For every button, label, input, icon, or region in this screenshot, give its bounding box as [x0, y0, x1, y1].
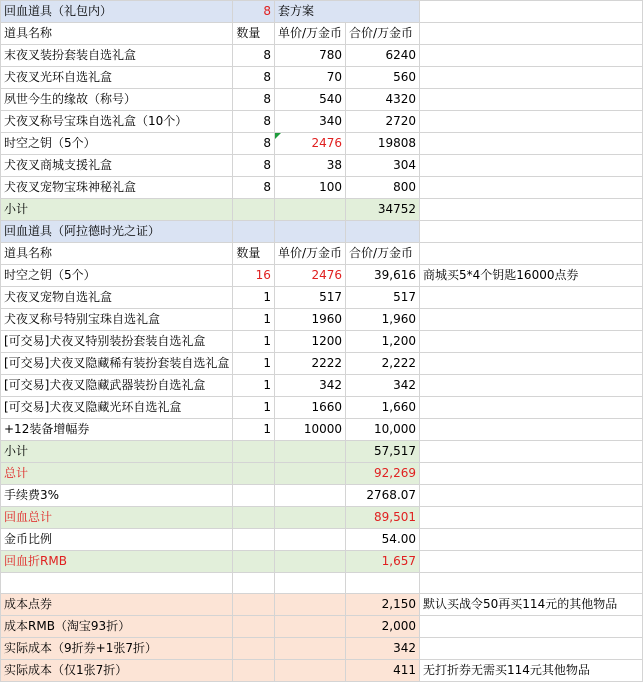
item-total[interactable]: 1,960 — [346, 309, 420, 331]
cost-rmb-row — [1, 616, 643, 638]
empty-cell[interactable] — [420, 177, 643, 199]
empty-cell[interactable] — [233, 485, 275, 507]
item-total[interactable]: 1,200 — [346, 331, 420, 353]
return-rmb-label[interactable]: 回血折RMB — [1, 551, 233, 573]
item-name[interactable]: +12装备增幅券 — [1, 419, 233, 441]
item-total[interactable]: 19808 — [346, 133, 420, 155]
empty-cell[interactable] — [420, 89, 643, 111]
item-qty[interactable]: 1 — [233, 419, 275, 441]
cost-points-label[interactable]: 成本点券 — [1, 594, 233, 616]
table-row — [1, 89, 643, 111]
table-row — [1, 287, 643, 309]
item-total[interactable]: 1,660 — [346, 397, 420, 419]
table-row — [1, 265, 643, 287]
actual-cost2-row — [1, 660, 643, 682]
item-price[interactable]: 1660 — [274, 397, 345, 419]
item-price[interactable]: 342 — [274, 375, 345, 397]
return-rmb-value[interactable]: 1,657 — [346, 551, 420, 573]
item-qty[interactable]: 8 — [233, 177, 275, 199]
fee-value[interactable]: 2768.07 — [346, 485, 420, 507]
empty-cell[interactable] — [233, 660, 275, 682]
grand-total-label[interactable]: 总计 — [1, 463, 233, 485]
cost-points-row — [1, 594, 643, 616]
col-header-qty[interactable]: 数量 — [233, 23, 275, 45]
item-name[interactable]: 犬夜叉商城支援礼盒 — [1, 155, 233, 177]
item-total[interactable]: 2720 — [346, 111, 420, 133]
empty-cell[interactable] — [233, 199, 275, 221]
actual-cost2-note[interactable]: 无打折券无需买114元其他物品 — [420, 660, 643, 682]
item-name[interactable]: 犬夜叉称号特别宝珠自选礼盒 — [1, 309, 233, 331]
item-price[interactable]: 1200 — [274, 331, 345, 353]
fee-label[interactable]: 手续费3% — [1, 485, 233, 507]
return-total-row — [1, 507, 643, 529]
col-header-total[interactable]: 合价/万金币 — [346, 243, 420, 265]
item-total[interactable]: 304 — [346, 155, 420, 177]
item-name[interactable]: 犬夜叉光环自选礼盒 — [1, 67, 233, 89]
item-total[interactable]: 39,616 — [346, 265, 420, 287]
item-name[interactable]: 时空之钥（5个） — [1, 133, 233, 155]
cost-rmb-label[interactable]: 成本RMB（淘宝93折） — [1, 616, 233, 638]
item-name[interactable]: [可交易]犬夜叉隐藏武器装扮自选礼盒 — [1, 375, 233, 397]
item-price[interactable]: 780 — [274, 45, 345, 67]
empty-cell[interactable] — [420, 529, 643, 551]
item-total[interactable]: 800 — [346, 177, 420, 199]
item-note[interactable]: 商城买5*4个钥匙16000点券 — [420, 265, 643, 287]
item-name[interactable]: 末夜叉装扮套装自选礼盒 — [1, 45, 233, 67]
item-price-value: 2476 — [311, 136, 342, 150]
item-price[interactable]: 540 — [274, 89, 345, 111]
section1-title[interactable]: 回血道具（礼包内） — [1, 1, 233, 23]
empty-cell[interactable] — [420, 419, 643, 441]
section1-subtotal-row — [1, 199, 643, 221]
table-row — [1, 67, 643, 89]
actual-cost2-label[interactable]: 实际成本（仅1张7折） — [1, 660, 233, 682]
empty-cell[interactable] — [420, 331, 643, 353]
empty-cell[interactable] — [420, 616, 643, 638]
return-total-label[interactable]: 回血总计 — [1, 507, 233, 529]
item-price[interactable]: 70 — [274, 67, 345, 89]
item-qty[interactable]: 8 — [233, 155, 275, 177]
empty-cell[interactable] — [233, 463, 275, 485]
item-price[interactable]: 1960 — [274, 309, 345, 331]
item-price[interactable]: 517 — [274, 287, 345, 309]
empty-cell[interactable] — [420, 353, 643, 375]
actual-cost-label[interactable]: 实际成本（9折券+1张7折） — [1, 638, 233, 660]
empty-cell[interactable] — [420, 45, 643, 67]
section2-title[interactable]: 回血道具（阿拉德时光之证） — [1, 221, 233, 243]
empty-cell[interactable] — [274, 485, 345, 507]
empty-cell[interactable] — [274, 573, 345, 594]
col-header-name[interactable]: 道具名称 — [1, 23, 233, 45]
empty-cell[interactable] — [274, 638, 345, 660]
empty-cell[interactable] — [420, 551, 643, 573]
empty-cell[interactable] — [274, 199, 345, 221]
empty-cell[interactable] — [420, 573, 643, 594]
empty-cell[interactable] — [233, 616, 275, 638]
empty-cell[interactable] — [274, 463, 345, 485]
empty-cell[interactable] — [420, 485, 643, 507]
empty-cell[interactable] — [420, 67, 643, 89]
empty-cell[interactable] — [274, 660, 345, 682]
item-total[interactable]: 6240 — [346, 45, 420, 67]
empty-cell[interactable] — [274, 551, 345, 573]
empty-cell[interactable] — [420, 441, 643, 463]
item-total[interactable]: 4320 — [346, 89, 420, 111]
item-price[interactable]: 2222 — [274, 353, 345, 375]
empty-cell[interactable] — [274, 594, 345, 616]
col-header-price[interactable]: 单价/万金币 — [274, 243, 345, 265]
col-header-total[interactable]: 合价/万金币 — [346, 23, 420, 45]
cost-points-note[interactable]: 默认买战令50再买114元的其他物品 — [420, 594, 643, 616]
empty-cell[interactable] — [274, 529, 345, 551]
table-row — [1, 111, 643, 133]
empty-cell[interactable] — [233, 638, 275, 660]
return-rmb-row — [1, 551, 643, 573]
item-total[interactable]: 10,000 — [346, 419, 420, 441]
empty-cell[interactable] — [274, 441, 345, 463]
subtotal-label[interactable]: 小计 — [1, 199, 233, 221]
item-name[interactable]: [可交易]犬夜叉隐藏光环自选礼盒 — [1, 397, 233, 419]
empty-cell[interactable] — [274, 507, 345, 529]
section2-title-row — [1, 221, 643, 243]
empty-cell[interactable] — [420, 375, 643, 397]
section1-subtotal[interactable]: 34752 — [346, 199, 420, 221]
col-header-name[interactable]: 道具名称 — [1, 243, 233, 265]
actual-cost2-value[interactable]: 411 — [346, 660, 420, 682]
item-price[interactable]: 100 — [274, 177, 345, 199]
item-total[interactable]: 342 — [346, 375, 420, 397]
item-name[interactable]: 犬夜叉宠物自选礼盒 — [1, 287, 233, 309]
section1-header-row — [1, 23, 643, 45]
empty-cell[interactable] — [420, 133, 643, 155]
fee-row — [1, 485, 643, 507]
item-name[interactable]: [可交易]犬夜叉隐藏稀有装扮套装自选礼盒 — [1, 353, 233, 375]
subtotal-label[interactable]: 小计 — [1, 441, 233, 463]
table-row — [1, 45, 643, 67]
item-qty[interactable]: 8 — [233, 45, 275, 67]
table-row — [1, 353, 643, 375]
empty-cell[interactable] — [274, 221, 345, 243]
ratio-row — [1, 529, 643, 551]
section2-subtotal[interactable]: 57,517 — [346, 441, 420, 463]
empty-cell[interactable] — [233, 441, 275, 463]
actual-cost-row — [1, 638, 643, 660]
item-qty[interactable]: 8 — [233, 133, 275, 155]
item-qty[interactable]: 1 — [233, 375, 275, 397]
item-qty[interactable]: 1 — [233, 287, 275, 309]
empty-cell[interactable] — [233, 551, 275, 573]
empty-cell[interactable] — [1, 573, 233, 594]
item-price[interactable]: 10000 — [274, 419, 345, 441]
item-price[interactable]: 38 — [274, 155, 345, 177]
item-total[interactable]: 517 — [346, 287, 420, 309]
empty-cell[interactable] — [420, 155, 643, 177]
blank-row — [1, 573, 643, 594]
actual-cost-value[interactable]: 342 — [346, 638, 420, 660]
section2-header-row — [1, 243, 643, 265]
empty-cell[interactable] — [420, 507, 643, 529]
table-row — [1, 309, 643, 331]
comment-flag-icon — [275, 133, 281, 139]
section1-title-row — [1, 1, 643, 23]
empty-cell[interactable] — [233, 529, 275, 551]
empty-cell[interactable] — [420, 397, 643, 419]
item-name[interactable]: 时空之钥（5个） — [1, 265, 233, 287]
ratio-label[interactable]: 金币比例 — [1, 529, 233, 551]
empty-cell[interactable] — [420, 243, 643, 265]
item-qty[interactable]: 1 — [233, 353, 275, 375]
empty-cell[interactable] — [346, 221, 420, 243]
empty-cell[interactable] — [233, 221, 275, 243]
item-qty[interactable]: 8 — [233, 67, 275, 89]
table-row — [1, 177, 643, 199]
table-row — [1, 155, 643, 177]
empty-cell[interactable] — [420, 221, 643, 243]
table-row — [1, 419, 643, 441]
item-total[interactable]: 560 — [346, 67, 420, 89]
empty-cell[interactable] — [420, 199, 643, 221]
item-name[interactable]: 犬夜叉宠物宝珠神秘礼盒 — [1, 177, 233, 199]
return-total-value[interactable]: 89,501 — [346, 507, 420, 529]
item-name[interactable]: 夙世今生的缘故（称号） — [1, 89, 233, 111]
section1-count-label[interactable]: 套方案 — [274, 1, 419, 23]
table-row — [1, 331, 643, 353]
ratio-value[interactable]: 54.00 — [346, 529, 420, 551]
section2-subtotal-row — [1, 441, 643, 463]
item-price[interactable]: 340 — [274, 111, 345, 133]
item-qty[interactable]: 1 — [233, 309, 275, 331]
empty-cell[interactable] — [233, 507, 275, 529]
empty-cell[interactable] — [420, 111, 643, 133]
item-qty[interactable]: 1 — [233, 331, 275, 353]
item-total[interactable]: 2,222 — [346, 353, 420, 375]
empty-cell[interactable] — [420, 1, 643, 23]
empty-cell[interactable] — [420, 463, 643, 485]
item-name[interactable]: [可交易]犬夜叉特别装扮套装自选礼盒 — [1, 331, 233, 353]
empty-cell[interactable] — [233, 573, 275, 594]
empty-cell[interactable] — [420, 638, 643, 660]
empty-cell[interactable] — [346, 573, 420, 594]
empty-cell[interactable] — [420, 287, 643, 309]
col-header-price[interactable]: 单价/万金币 — [274, 23, 345, 45]
item-name[interactable]: 犬夜叉称号宝珠自选礼盒（10个） — [1, 111, 233, 133]
cost-rmb-value[interactable]: 2,000 — [346, 616, 420, 638]
item-qty[interactable]: 1 — [233, 397, 275, 419]
empty-cell[interactable] — [274, 616, 345, 638]
table-row — [1, 375, 643, 397]
item-price[interactable] — [274, 133, 345, 155]
grand-total-row — [1, 463, 643, 485]
col-header-qty[interactable]: 数量 — [233, 243, 275, 265]
cost-points-value[interactable]: 2,150 — [346, 594, 420, 616]
grand-total-value[interactable]: 92,269 — [346, 463, 420, 485]
empty-cell[interactable] — [420, 23, 643, 45]
table-row — [1, 133, 643, 155]
table-row — [1, 397, 643, 419]
section1-count[interactable]: 8 — [233, 1, 275, 23]
item-qty[interactable]: 8 — [233, 89, 275, 111]
item-price[interactable]: 2476 — [274, 265, 345, 287]
empty-cell[interactable] — [420, 309, 643, 331]
item-qty[interactable]: 8 — [233, 111, 275, 133]
empty-cell[interactable] — [233, 594, 275, 616]
item-qty[interactable]: 16 — [233, 265, 275, 287]
